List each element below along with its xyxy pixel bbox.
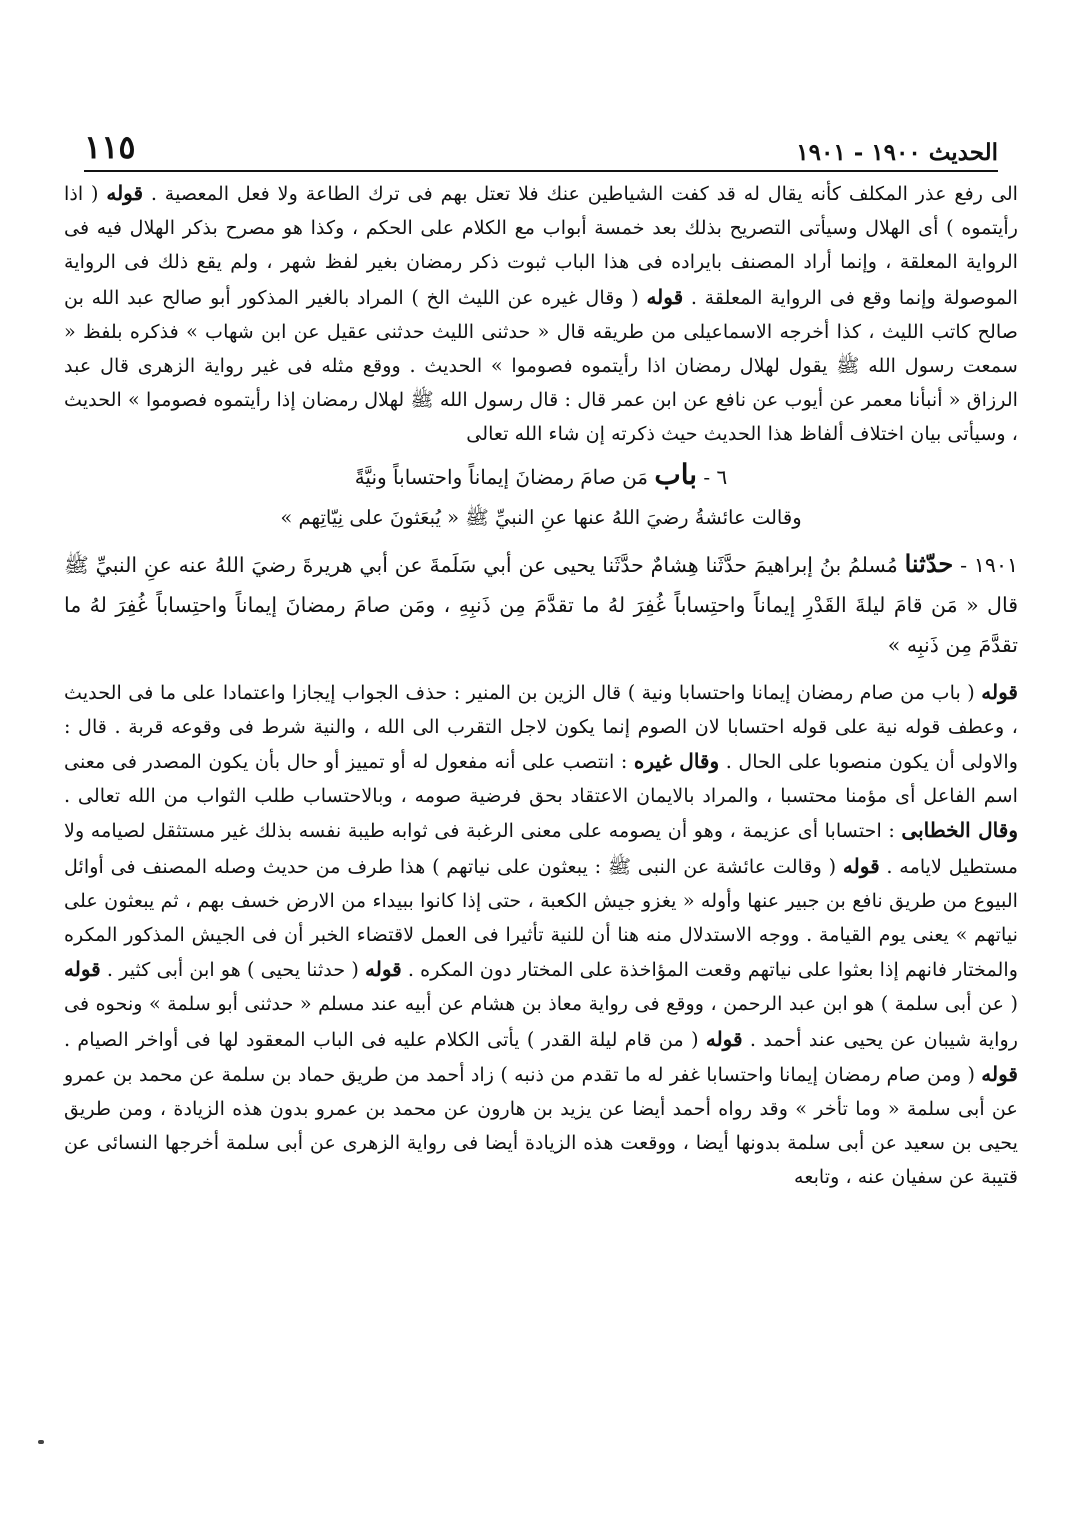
qala-ghayruhu-marker: وقال غيره (633, 749, 720, 774)
top-paragraph (64, 176, 1018, 452)
page-body (64, 176, 1018, 1195)
hadith-block (64, 544, 1018, 665)
chapter-heading (64, 454, 1018, 498)
text-run: ( باب من صام رمضان إيمانا واحتسابا ونية ) قال الزين بن المنير : حذف الجواب إيجازا واعتمادا على ما فى الحديث ، وعطف قوله نية على قوله احتسابا لان الصوم إنما يكون لاجل التقرب الى الله ، والنية شرط فى وقوعه قربة . قال : والاولى أن يكون منصوبا على الحال . (64, 680, 1018, 774)
commentary-paragraph (64, 675, 1018, 1195)
qawluhu-marker: قوله (646, 284, 684, 309)
chapter-number: ٦ - (703, 464, 728, 489)
qawluhu-marker: قوله (981, 1061, 1018, 1086)
qawluhu-marker: قوله (365, 957, 402, 982)
text-run: ( من قام ليلة القدر ) يأتى الكلام عليه فى الباب المعقود لها فى أواخر الصيام . (64, 1027, 706, 1051)
qawluhu-marker: قوله (842, 853, 880, 878)
qawluhu-marker: قوله (64, 957, 101, 982)
qala-khattabi-marker: وقال الخطابى (901, 818, 1018, 843)
text-run: ( عن أبى سلمة ) هو ابن عبد الرحمن ، ووقع فى رواية معاذ بن هشام عن أبيه عند مسلم « حدثنى أبو سلمة » ونحوه فى رواية شيبان عن يحيى عند أحمد . (64, 992, 1018, 1051)
chapter-title: مَن صامَ رمضانَ إيماناً واحتساباً ونيَّةً (354, 464, 649, 489)
page-header (84, 118, 998, 166)
hadith-number: ١٩٠١ - (960, 552, 1018, 577)
qawluhu-marker: قوله (981, 679, 1018, 704)
hadith-text: مُسلمُ بنُ إبراهيمَ حدَّثَنا هِشامٌ حدَّثَنا يحيى عن أبي سَلَمةَ عن أبي هريرةَ رضيَ اللهُ عنه عنِ النبيِّ ﷺ قال « مَن قامَ ليلةَ القَدْرِ إيماناً واحتِساباً غُفِرَ لهُ ما تقدَّمَ مِن ذَنبِهِ ، ومَن صامَ رمضانَ إيماناً واحتِساباً غُفِرَ لهُ ما تقدَّمَ مِن ذَنبِه » (64, 552, 1018, 657)
text-run: : انتصب على أنه مفعول له أو تمييز أو حال بأن يكون المصدر فى معنى اسم الفاعل أى مؤمنا محتسبا ، والمراد بالايمان الاعتقاد بحق فرضية صومه ، وبالاحتساب طلب الثواب من الله تعالى . (64, 750, 1018, 808)
header-rule (84, 170, 998, 172)
aisha-quote: وقالت عائشةُ رضيَ اللهُ عنها عنِ النبيِّ ﷺ « يُبعَثونَ على نِيّاتِهم » (280, 505, 802, 529)
text-run: ( ومن صام رمضان إيمانا واحتسابا غفر له ما تقدم من ذنبه ) زاد أحمد من طريق حماد بن سلمة عن محمد بن عمرو عن أبى سلمة « وما تأخر » وقد رواه أحمد أيضا عن يزيد بن هارون عن محمد بن عمرو بدون هذه الزيادة ، ومن طريق يحيى بن سعيد عن أبى سلمة بدونها أيضا ، ووقعت هذه الزيادة أيضا فى رواية الزهرى عن أبى سلمة أخرجها النسائى عن قتيبة عن سفيان عنه ، وتابعه (64, 1062, 1018, 1189)
text-run: ( وقال غيره عن الليث الخ ) المراد بالغير المذكور أبو صالح عبد الله بن صالح كاتب الليث ، كذا أخرجه الاسماعيلى من طريقه قال « حدثنى الليث حدثنى عقيل عن ابن شهاب » فذكره بلفظ « سمعت رسول الله ﷺ يقول لهلال رمضان اذا رأيتموه فصوموا » الحديث . ووقع مثله فى غير رواية الزهرى قال عبد الرزاق « أنبأنا معمر عن أيوب عن نافع عن ابن عمر قال : قال رسول الله ﷺ لهلال رمضان إذا رأيتموه فصوموا » الحديث ، وسيأتى بيان اختلاف ألفاظ هذا الحديث حيث ذكرته إن شاء الله تعالى (64, 285, 1018, 446)
bab-word: باب (654, 457, 698, 491)
haddathana-marker: حدّثنا (904, 548, 954, 578)
text-run: الى رفع عذر المكلف كأنه يقال له قد كفت الشياطين عنك فلا تعتل بهم فى ترك الطاعة ولا فعل المعصية . (143, 182, 1018, 205)
text-run: ( وقالت عائشة عن النبى ﷺ : يبعثون على نياتهم ) هذا طرف من حديث وصله المصنف فى أوائل البيوع من طريق نافع بن جبير عنها وأوله « يغزو جيش الكعبة ، حتى إذا كانوا ببيداء من الارض خسف بهم ، ثم يبعثون على نياتهم » يعنى يوم القيامة . ووجه الاستدلال منه هنا أن للنية تأثيرا فى العمل لاقتضاء الخبر أن فى الجيش المذكور المكره والمختار فانهم إذا بعثوا على نياتهم وقعت المؤاخذة على المختار دون المكره . (64, 854, 1018, 982)
qawluhu-marker: قوله (705, 1026, 743, 1051)
ink-speck (38, 1440, 44, 1444)
text-run: : احتسابا أى عزيمة ، وهو أن يصومه على معنى الرغبة فى ثوابه طيبة نفسه بذلك غير مستثقل لصيامه ولا مستطيل لايامه . (64, 819, 1018, 878)
qawluhu-marker: قوله (106, 181, 144, 205)
running-title: الحديث ١٩٠٠ - ١٩٠١ (796, 139, 998, 166)
page-number: ١١٥ (84, 128, 136, 166)
text-run: ( حدثنا يحيى ) هو ابن أبى كثير . (100, 958, 366, 982)
text-run: ( اذا رأيتموه ) أى الهلال وسيأتى التصريح بذلك بعد خمسة أبواب مع الكلام على الحكم ، وكذا هو مصرح بذكر الهلال فيه فى الرواية المعلقة ، وإنما أراد المصنف بايراده فى هذا الباب ثبوت ذكر رمضان بغير لفظ شهر ، ولم يقع ذلك فى الرواية الموصولة وإنما وقع فى الرواية المعلقة . (64, 182, 1018, 309)
